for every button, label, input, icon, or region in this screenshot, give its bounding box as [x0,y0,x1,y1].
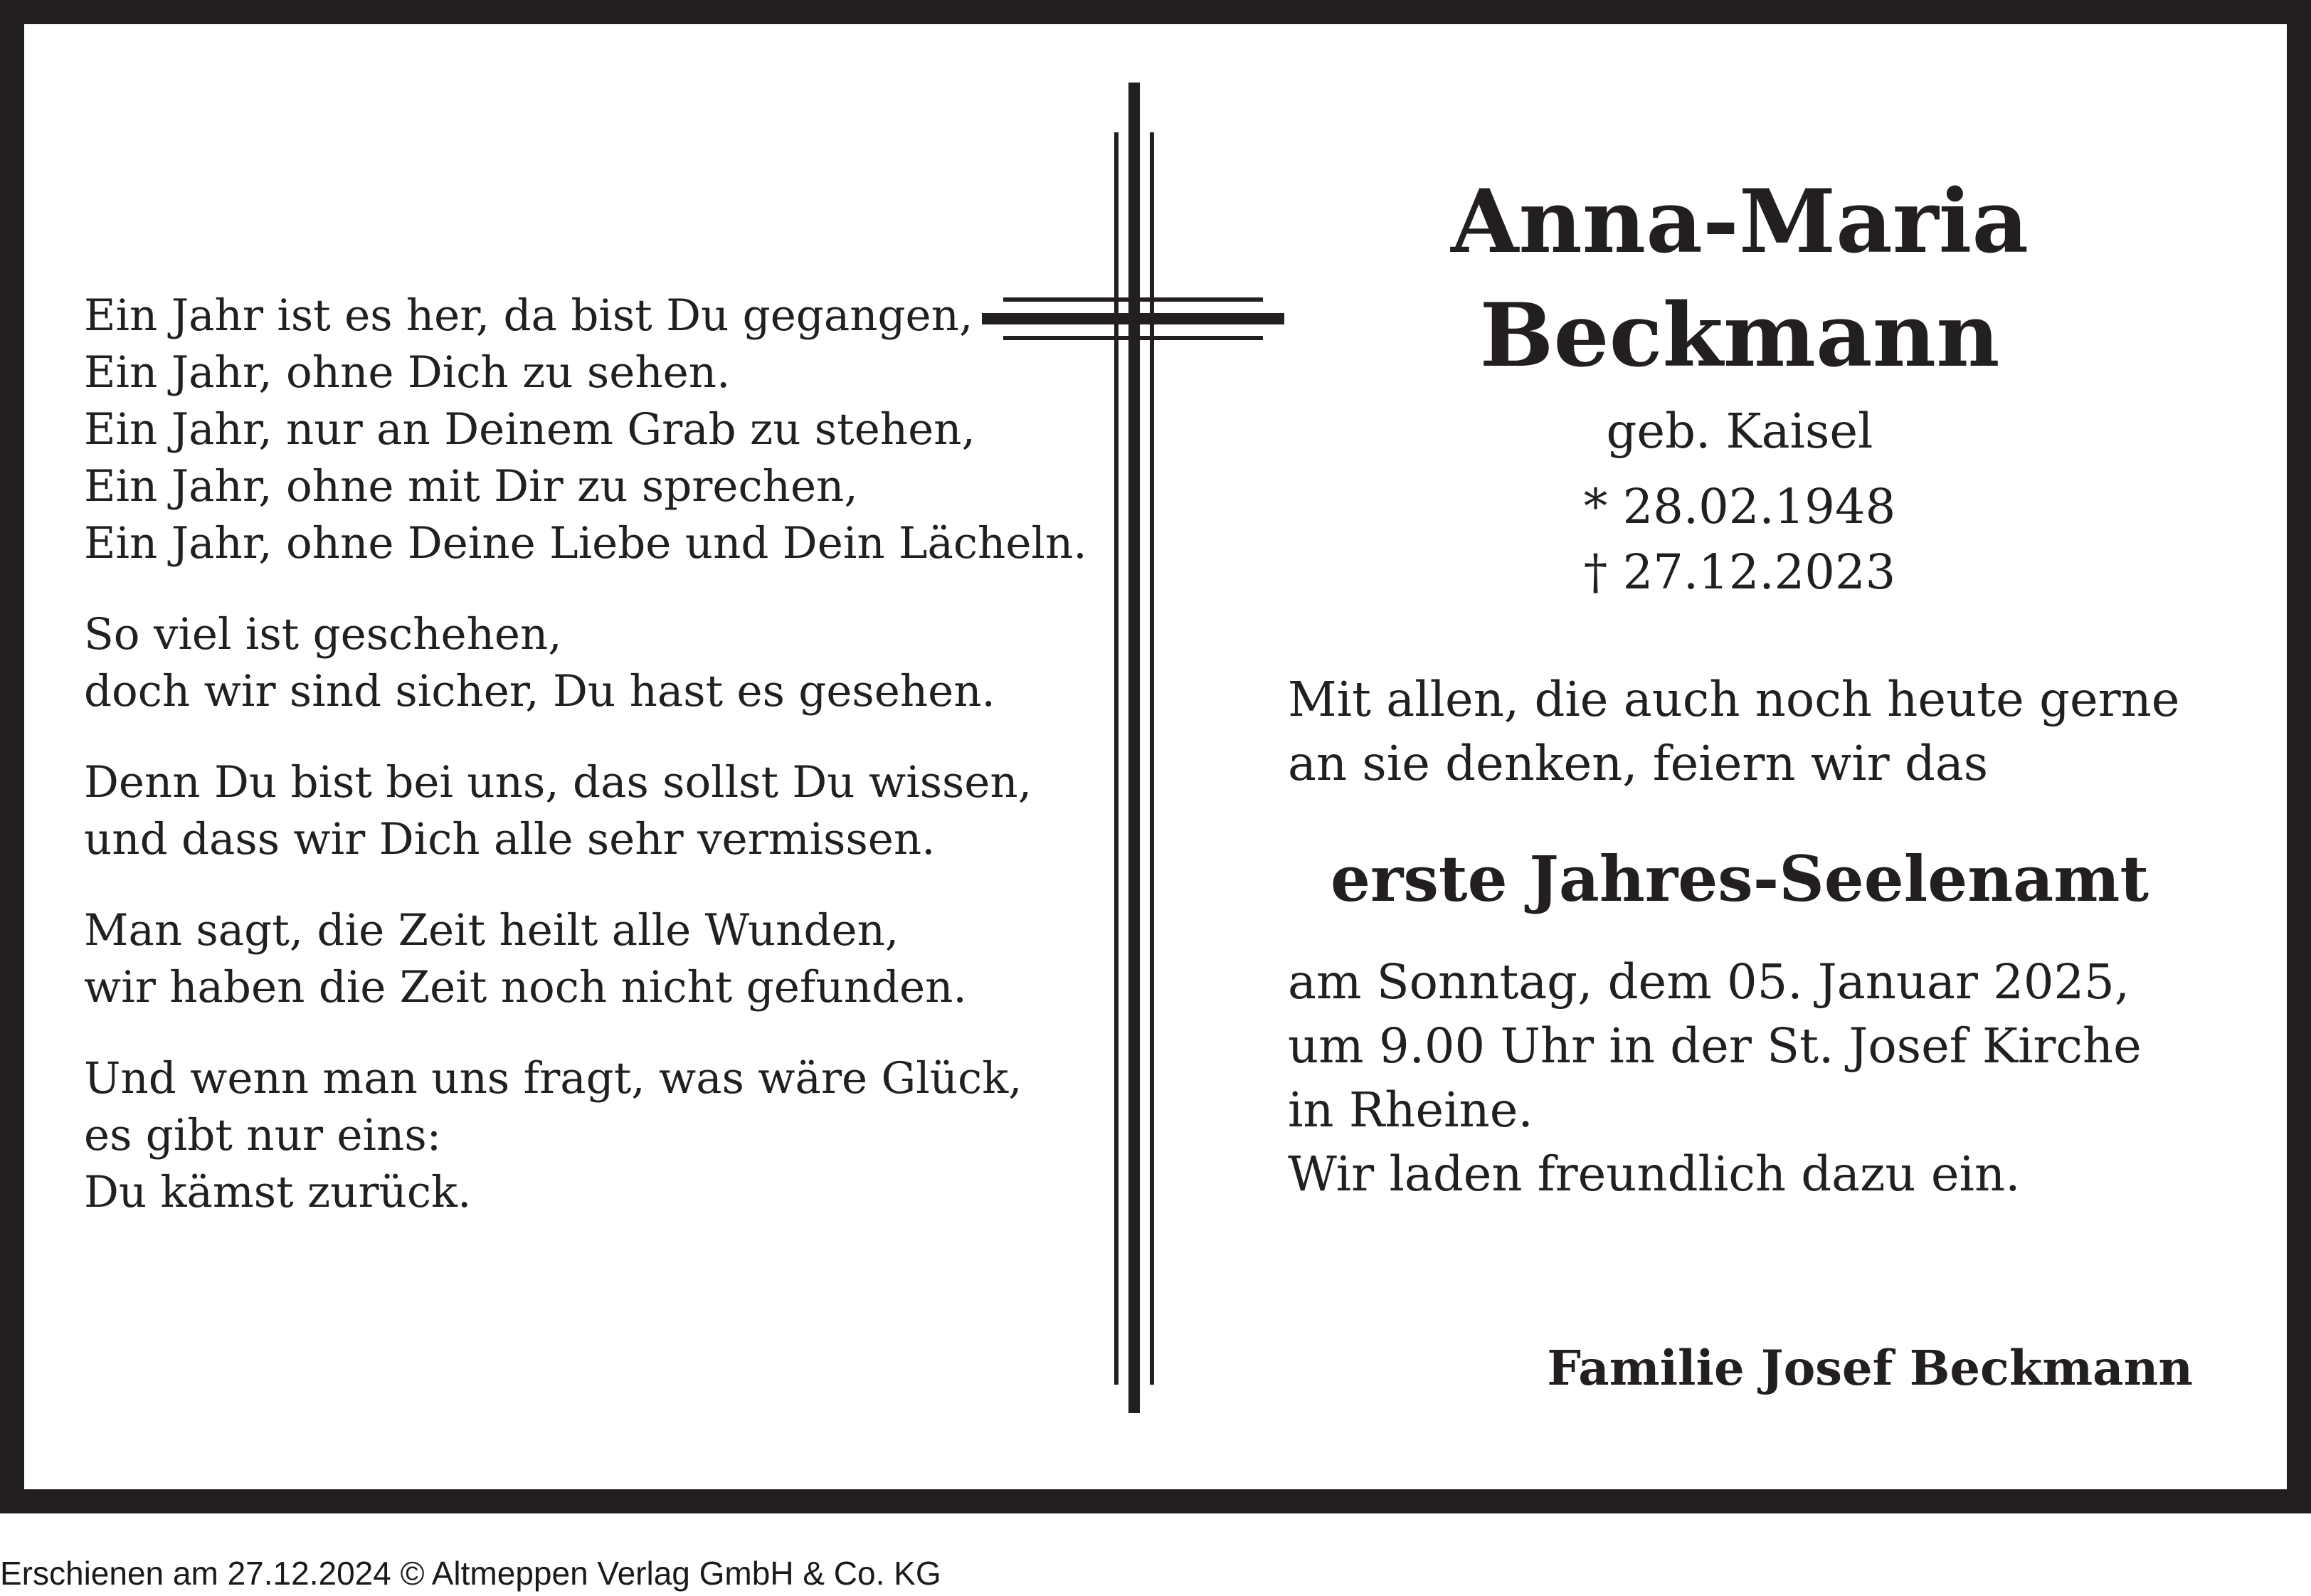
poem-line: Denn Du bist bei uns, das sollst Du wissen, [84,757,1032,808]
detail-line: am Sonntag, dem 05. Januar 2025, [1288,954,2130,1010]
maiden-name: geb. Kaisel [1606,403,1873,459]
announcement-intro [1288,667,2213,796]
family-signature: Familie Josef Beckmann [1547,1340,2193,1396]
birth-date: * 28.02.1948 [1583,479,1896,534]
poem-stanza-1 [84,287,1087,572]
detail-line: um 9.00 Uhr in der St. Josef Kirche [1288,1018,2142,1074]
poem-line: Man sagt, die Zeit heilt alle Wunden, [84,905,899,956]
poem-line: Ein Jahr, ohne Deine Liebe und Dein Lächeln. [84,518,1087,569]
poem-line: es gibt nur eins: [84,1110,442,1161]
death-date: † 27.12.2023 [1583,544,1896,600]
cross-icon [982,83,1284,1413]
event-title: erste Jahres-Seelenamt [1331,842,2149,916]
deceased-first-name: Anna-Maria [1450,171,2029,273]
poem-line: Und wenn man uns fragt, was wäre Glück, [84,1053,1022,1104]
poem-line: Ein Jahr ist es her, da bist Du gegangen, [84,290,973,341]
poem-line: wir haben die Zeit noch nicht gefunden. [84,962,967,1013]
event-details [1288,950,2213,1206]
deceased-header [1288,165,2191,605]
intro-line: Mit allen, die auch noch heute gerne [1288,672,2180,727]
memorial-poem [84,287,1087,1255]
poem-stanza-2 [84,606,1080,720]
detail-line: in Rheine. [1288,1082,1533,1138]
poem-line: Ein Jahr, nur an Deinem Grab zu stehen, [84,404,975,455]
poem-stanza-4 [84,902,1080,1016]
detail-line: Wir laden freundlich dazu ein. [1288,1146,2021,1202]
event-block [1288,836,2191,921]
poem-stanza-5 [84,1050,1080,1221]
poem-line: Ein Jahr, ohne mit Dir zu sprechen, [84,461,858,512]
poem-line: doch wir sind sicher, Du hast es gesehen. [84,666,995,717]
intro-line: an sie denken, feiern wir das [1288,736,1989,791]
poem-line: Ein Jahr, ohne Dich zu sehen. [84,347,731,398]
poem-line: und dass wir Dich alle sehr vermissen. [84,814,936,865]
deceased-last-name: Beckmann [1479,285,2000,387]
publication-footer: Erschienen am 27.12.2024 © Altmeppen Verlag GmbH & Co. KG [0,1555,941,1592]
poem-line: So viel ist geschehen, [84,609,562,660]
poem-stanza-3 [84,754,1080,868]
poem-line: Du kämst zurück. [84,1167,472,1217]
